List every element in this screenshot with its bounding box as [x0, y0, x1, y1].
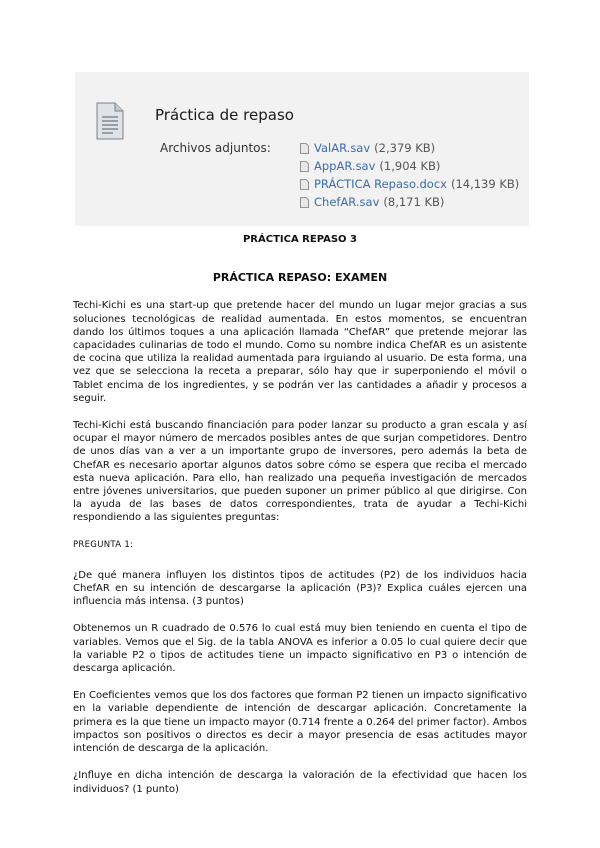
attachment-size: (14,139 KB)	[450, 177, 520, 191]
document-body	[73, 233, 527, 810]
document-title: PRÁCTICA REPASO: EXAMEN	[212, 271, 388, 285]
attachment-size: (1,904 KB)	[379, 159, 441, 173]
attachment-item[interactable]	[300, 193, 519, 211]
intro-paragraph: Techi-Kichi es una start-up que pretende hacer del mundo un lugar mejor gracias a sus soluciones tecnológicas de realidad aumentada. En estos momentos, se encuentran dando los últimos toques a una aplicación llamada “ChefAR” que pretende mejorar las capacidades culinarias de todo el mundo. Como su nombre indica ChefAR es un asistente de cocina que utiliza la realidad aumentada para irguiando al usuario. De esta forma, una vez que se selecciona la receta a preparar, sólo hay que ir superponiendo el móvil o Tablet encima de los ingredientes, y se podrán ver las cantidades a añadir y procesos a seguir.	[73, 300, 527, 404]
attachments-label: Archivos adjuntos:	[160, 141, 271, 155]
file-icon	[300, 197, 309, 208]
question-text: ¿De qué manera influyen los distintos tipos de actitudes (P2) de los individuos hacia ChefAR en su intención de descargarse la aplicación (P3)? Explica cuáles ejercen una influencia más intensa. (3 puntos)	[73, 569, 527, 608]
attachment-link[interactable]: AppAR.sav	[314, 159, 376, 173]
question-label: PREGUNTA 1:	[73, 539, 134, 550]
attachment-link[interactable]: PRÁCTICA Repaso.docx	[314, 177, 447, 191]
attachment-size: (2,379 KB)	[374, 141, 436, 155]
attachment-link[interactable]: ChefAR.sav	[314, 195, 380, 209]
attachment-size: (8,171 KB)	[383, 195, 445, 209]
attachment-title: Práctica de repaso	[155, 106, 294, 124]
attachment-item[interactable]	[300, 139, 519, 157]
file-icon	[300, 179, 309, 190]
answer-paragraph: En Coeficientes vemos que los dos factores que forman P2 tienen un impacto significativo en la variable dependiente de intención de descargar aplicación. Concretamente la primera es la que tiene un impacto mayor (0.714 frente a 0.264 del primer factor). Ambos impactos son positivos o directos es decir a mayor presencia de esas actitudes mayor intención de descarga de la aplicación.	[73, 690, 527, 755]
answer-paragraph: Obtenemos un R cuadrado de 0.576 lo cual está muy bien teniendo en cuenta el tipo de variables. Vemos que el Sig. de la tabla ANOVA es inferior a 0.05 lo cual quiere decir que la variable P2 o tipos de actitudes tiene un impacto significativo en P3 o intención de descarga aplicación.	[73, 623, 527, 675]
attachment-link[interactable]: ValAR.sav	[314, 141, 371, 155]
intro-paragraph: Techi-Kichi está buscando financiación para poder lanzar su producto a gran escala y así ocupar el mayor número de mercados posibles antes de que surjan competidores. Dentro de unos días van a ver a un importante grupo de inversores, pero además la beta de ChefAR es necesario aportar algunos datos sobre cómo se espera que reciba el mercado esta nueva aplicación. Para ello, han realizado una pequeña investigación de mercados entre jóvenes universitarios, que pueden suponer un primer público al que dirigirse. Con la ayuda de las bases de datos correspondientes, trata de ayudar a Techi-Kichi respondiendo a las siguientes preguntas:	[73, 420, 527, 524]
file-icon	[300, 143, 309, 154]
question-text: ¿Influye en dicha intención de descarga la valoración de la efectividad que hacen los individuos? (1 punto)	[73, 770, 527, 795]
attachment-item[interactable]	[300, 175, 519, 193]
document-subtitle: PRÁCTICA REPASO 3	[242, 234, 358, 245]
file-icon	[300, 161, 309, 172]
attachment-list	[300, 139, 519, 211]
attachment-item[interactable]	[300, 157, 519, 175]
document-icon	[95, 102, 125, 140]
attachment-panel	[75, 72, 529, 226]
